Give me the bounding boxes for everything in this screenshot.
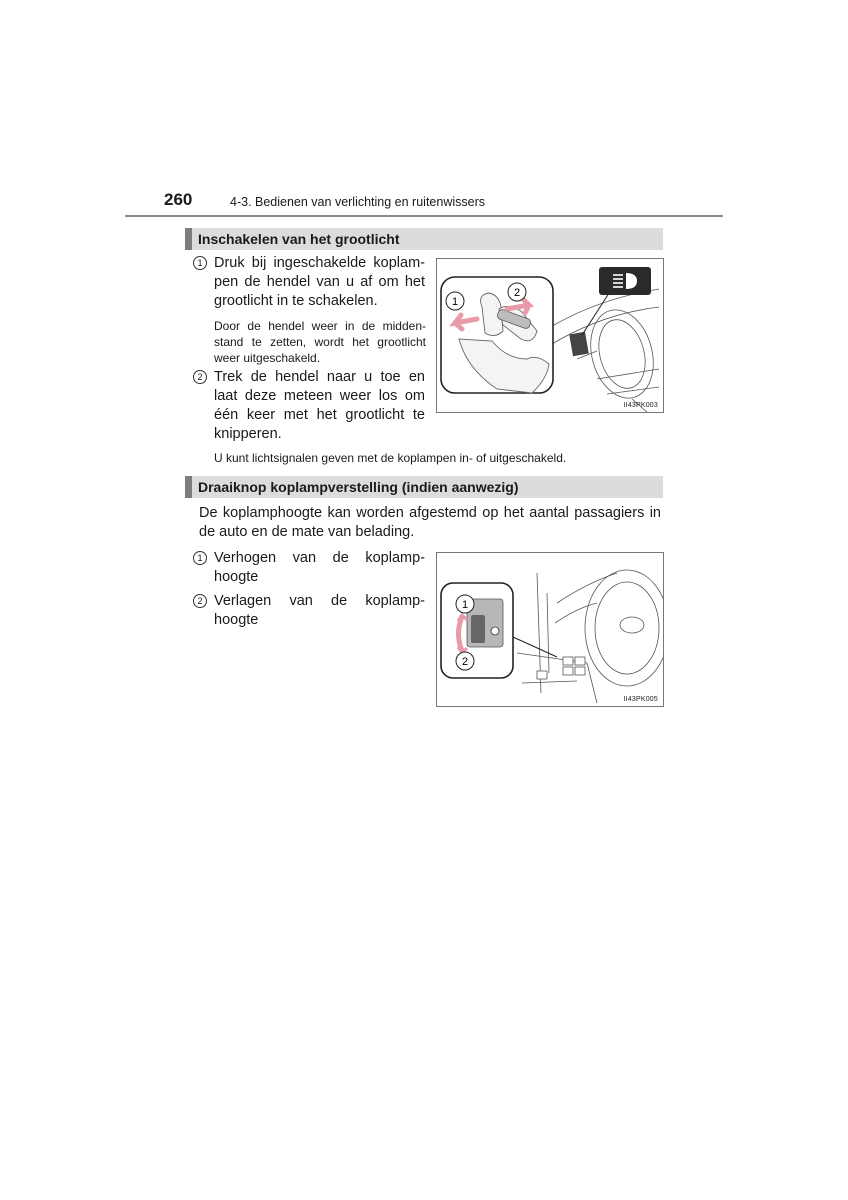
- step-number: 2: [193, 370, 207, 384]
- page-number: 260: [164, 190, 193, 209]
- headlight-leveling-illustration: [437, 553, 663, 706]
- headlight-leveling-figure: [436, 552, 664, 707]
- step-number: 1: [193, 256, 207, 270]
- section-title-high-beam: Inschakelen van het grootlicht: [185, 228, 663, 250]
- step-text-line: hoogte: [214, 569, 259, 585]
- step-1-note: [214, 318, 426, 366]
- flash-note: U kunt lichtsignalen geven met de koplampen in- of uitgeschakeld.: [214, 451, 567, 465]
- header-divider: [125, 215, 723, 217]
- section-2-intro: [199, 504, 661, 542]
- step-text-line: Verhogen van de koplamp-: [214, 550, 425, 566]
- step-text-line: knipperen.: [214, 426, 282, 442]
- step-text-line: grootlicht in te schakelen.: [214, 293, 378, 309]
- intro-line: de auto en de mate van belading.: [199, 524, 415, 540]
- step-text-line: hoogte: [214, 612, 259, 628]
- callout-2: 2: [513, 287, 521, 299]
- step-number: 1: [193, 551, 207, 565]
- callout-1: 1: [461, 599, 469, 611]
- high-beam-lever-illustration: [437, 259, 663, 412]
- step-number: 2: [193, 594, 207, 608]
- chapter-title: 4-3. Bedienen van verlichting en ruitenwissers: [230, 195, 485, 209]
- note-line: weer uitgeschakeld.: [214, 351, 321, 365]
- leveling-icon: [491, 627, 499, 635]
- callout-1: 1: [451, 296, 459, 308]
- callout-2: 2: [461, 656, 469, 668]
- step-text-line: Druk bij ingeschakelde koplam-: [214, 255, 425, 271]
- step-text-line: één keer met het grootlicht te: [214, 407, 425, 423]
- figure-code: II43PK005: [623, 696, 658, 703]
- step-text-line: Verlagen van de koplamp-: [214, 593, 425, 609]
- intro-line: De koplamphoogte kan worden afgestemd op het aantal passagiers in: [199, 505, 661, 521]
- figure-code: II43PK003: [623, 402, 658, 409]
- high-beam-lever-figure: [436, 258, 664, 413]
- note-line: stand te zetten, wordt het grootlicht: [214, 335, 426, 349]
- high-beam-indicator-icon: [599, 267, 651, 295]
- step-text-line: pen de hendel van u af om het: [214, 274, 425, 290]
- note-line: Door de hendel weer in de midden-: [214, 319, 426, 333]
- step-text-line: laat deze meteen weer los om: [214, 388, 425, 404]
- step-text-line: Trek de hendel naar u toe en: [214, 369, 425, 385]
- section-title-headlight-leveling: Draaiknop koplampverstelling (indien aanwezig): [185, 476, 663, 498]
